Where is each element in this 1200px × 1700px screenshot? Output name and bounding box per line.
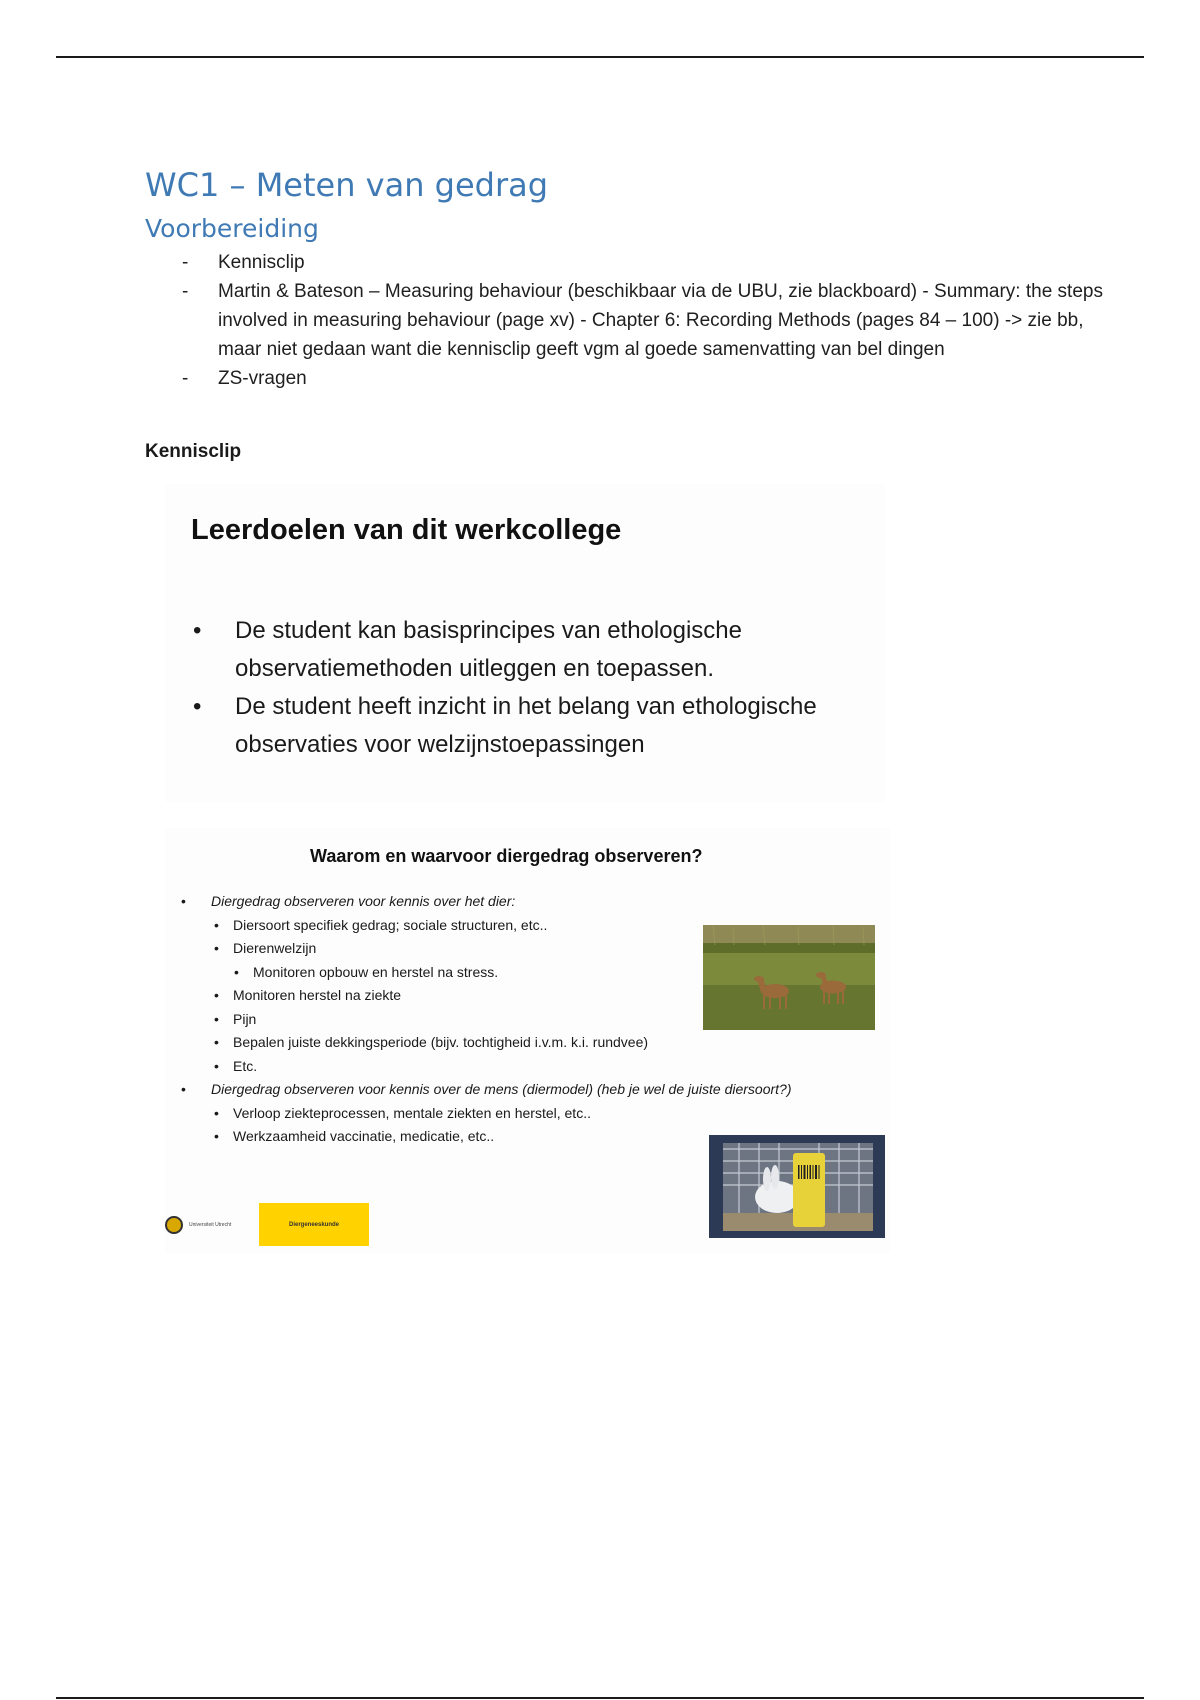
- slide-bullet-item: [165, 1031, 885, 1055]
- deer-photo: [703, 925, 875, 1030]
- bullet-icon: •: [214, 1057, 219, 1074]
- slide-bullet-text: Diergedrag observeren voor kennis over de mens (diermodel) (heb je wel de juiste diersoort?): [211, 1081, 792, 1097]
- slide-bullet-text: Bepalen juiste dekkingsperiode (bijv. tochtigheid i.v.m. k.i. rundvee): [233, 1034, 649, 1050]
- section-heading: Voorbereiding: [145, 214, 319, 243]
- slide-bullet-item: [165, 1055, 885, 1079]
- slide-bullet-item: [191, 612, 871, 688]
- slide-why-observe: [165, 828, 890, 1253]
- university-logo: [165, 1216, 231, 1234]
- university-seal-icon: [165, 1216, 183, 1234]
- slide-bullet-text: De student heeft inzicht in het belang van ethologische observaties voor welzijnstoepassingen: [235, 693, 817, 758]
- bottom-rule: [56, 1697, 1144, 1699]
- slide-bullet-text: Dierenwelzijn: [233, 940, 317, 956]
- bullet-icon: •: [214, 940, 219, 956]
- list-item: [180, 277, 1110, 364]
- dash-bullet: -: [182, 368, 189, 389]
- bullet-icon: •: [214, 1104, 219, 1121]
- slide-bullet-item: [165, 1078, 885, 1102]
- slide-bullet-text: Diergedrag observeren voor kennis over het dier:: [211, 893, 516, 909]
- dash-bullet: -: [182, 281, 189, 302]
- slide-bullet-text: Etc.: [233, 1057, 258, 1074]
- faculty-logo-text: Diergeneeskunde: [288, 1221, 340, 1228]
- bullet-icon: •: [214, 1034, 219, 1050]
- faculty-logo: [259, 1203, 369, 1246]
- bullet-icon: •: [214, 1128, 219, 1144]
- list-item-text: Kennisclip: [218, 252, 305, 273]
- top-rule: [56, 56, 1144, 58]
- slide-bullet-text: Verloop ziekteprocessen, mentale ziekten en herstel, etc..: [233, 1104, 591, 1121]
- university-logo-text: Universiteit Utrecht: [189, 1222, 232, 1228]
- list-item-text: ZS-vragen: [218, 368, 307, 389]
- slide-bullet-item: [165, 890, 885, 914]
- list-item: [180, 364, 1110, 393]
- bullet-icon: •: [181, 893, 186, 909]
- slide-bullet-item: [165, 1102, 885, 1126]
- bullet-icon: •: [181, 1081, 186, 1097]
- slide-title: Leerdoelen van dit werkcollege: [191, 514, 622, 546]
- bullet-icon: •: [193, 693, 202, 720]
- dash-bullet: -: [182, 252, 189, 273]
- preparation-list: [180, 248, 1110, 393]
- slide-title: Waarom en waarvoor diergedrag observeren?: [310, 846, 703, 866]
- bullet-icon: •: [214, 1010, 219, 1027]
- bullet-icon: •: [193, 617, 202, 644]
- slide-bullet-text: De student kan basisprincipes van ethologische observatiemethoden uitleggen en toepassen.: [235, 617, 742, 682]
- list-item: [180, 248, 1110, 277]
- bullet-icon: •: [214, 987, 219, 1003]
- slide-bullet-text: Werkzaamheid vaccinatie, medicatie, etc..: [233, 1128, 495, 1144]
- slide-bullet-text: Pijn: [233, 1010, 257, 1027]
- slide-learning-goals: [165, 484, 885, 802]
- list-item-text: Martin & Bateson – Measuring behaviour (beschikbaar via de UBU, zie blackboard) - Summary: the steps involved in measuring behaviour (page xv) - Chapter 6: Recording Methods (pages 84 – 100) -> zie bb, maar niet gedaan want die kennisclip geeft vgm al goede samenvatting van bel dingen: [218, 281, 1103, 360]
- subheading: Kennisclip: [145, 441, 242, 462]
- slide-bullet-item: [191, 688, 871, 764]
- slide-bullet-text: Monitoren herstel na ziekte: [233, 987, 402, 1003]
- slide-bullet-text: Diersoort specifiek gedrag; sociale structuren, etc..: [233, 916, 548, 933]
- bullet-icon: •: [214, 916, 219, 933]
- slide-bullet-text: Monitoren opbouw en herstel na stress.: [253, 963, 499, 980]
- slide-bullet-list: [191, 612, 871, 764]
- bullet-icon: •: [234, 963, 239, 980]
- document-title: WC1 – Meten van gedrag: [145, 166, 549, 204]
- rabbit-cage-photo: [709, 1135, 885, 1238]
